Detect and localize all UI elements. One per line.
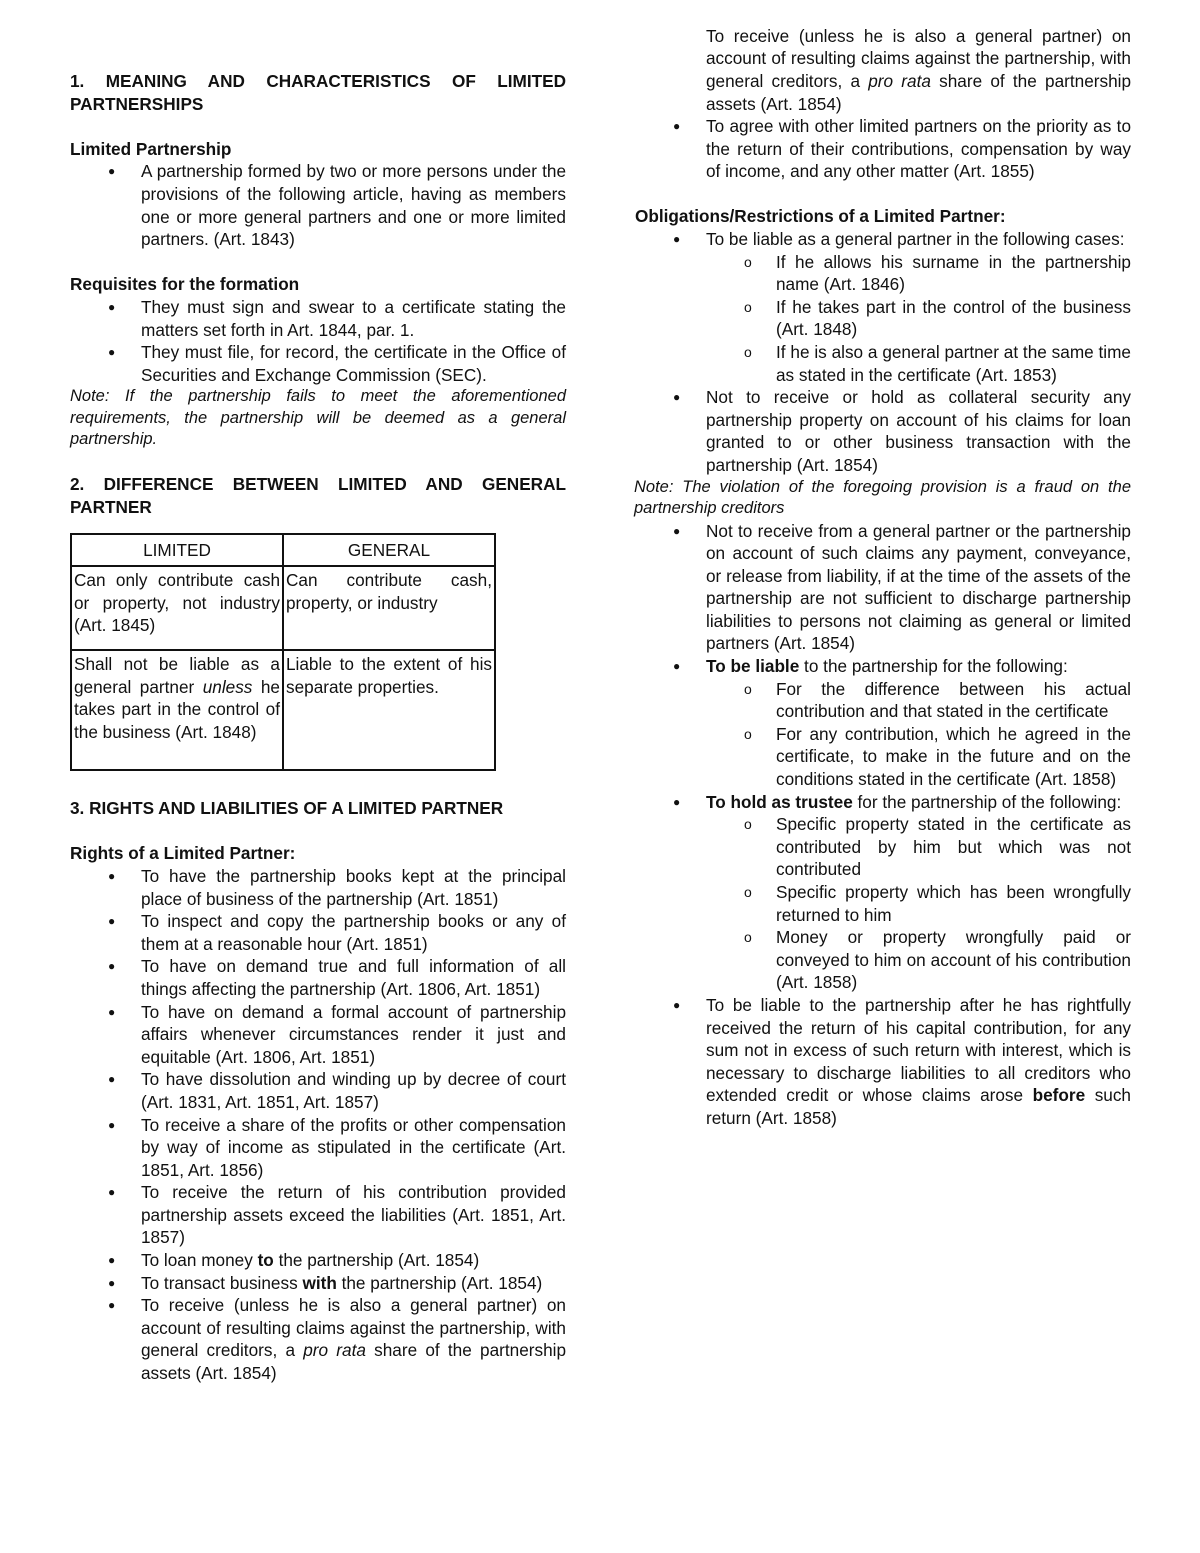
sub-list [706,251,1131,387]
cell-limited-contribution: Can only contribute cash or property, not industry (Art. 1845) [71,566,283,650]
text-part: To be liable to the partnership after he has rightfully received the return of his capital contribution, for any sum not in excess of such return with interest, which is necessary to discharge liabilities to all creditors who extended credit or whose claims arose [706,994,1131,1106]
text-part: the partnership (Art. 1854) [336,1272,543,1293]
sub-list [706,813,1131,994]
requisite-item: ● They must file, for record, the certificate in the Office of Securities and Exchange Commission (SEC). [70,341,566,386]
obligation-item [635,994,1131,1130]
right-item [70,1249,566,1272]
obligation-item [635,655,1131,791]
section-1-heading: 1. MEANING AND CHARACTERISTICS OF LIMITED PARTNERSHIPS [70,71,566,114]
cell-limited-liability [71,650,283,770]
requisites-note: Note: If the partnership fails to meet the aforementioned requirements, the partnership will be deemed as a general partnership. [70,387,566,449]
right-item [70,1294,567,1384]
bold-text: to [257,1250,274,1271]
text-part: To receive (unless he is also a general partner) on account of resulting claims against the partnership, with general creditors, a [706,25,1131,91]
right-item: ● To have dissolution and winding up by decree of court (Art. 1831, Art. 1851, Art. 1857) [70,1068,566,1113]
sub-list [706,678,1131,791]
sub-item: o If he allows his surname in the partnership name (Art. 1846) [706,251,1131,296]
text-part: To be liable as a general partner in the following cases: [706,228,1125,249]
sub-item: o For the difference between his actual contribution and that stated in the certificate [706,678,1131,723]
text-part: such return (Art. 1858) [706,1085,1131,1128]
obligation-item [635,791,1131,994]
right-item [70,1272,566,1295]
right-item: ● To inspect and copy the partnership books or any of them at a reasonable hour (Art. 1851) [70,910,566,955]
cell-general-liability: Liable to the extent of his separate properties. [283,650,495,770]
sub-item: o If he is also a general partner at the same time as stated in the certificate (Art. 1853) [706,341,1131,386]
right-column [634,25,1132,1130]
section-2-heading: 2. DIFFERENCE BETWEEN LIMITED AND GENERAL PARTNER [70,474,566,517]
rights-list [70,865,567,1384]
sub-item: o Specific property stated in the certificate as contributed by him but which was not contributed [706,813,1131,881]
text-part: To receive (unless he is also a general partner) on account of resulting claims against the partnership, with general creditors, a [141,1295,566,1361]
right-item-continued [706,25,1131,115]
obligations-list [635,228,1131,477]
obligations-list-2 [635,520,1131,1130]
bold-text: before [1032,1085,1086,1106]
definition-list [70,160,566,250]
right-item: ● To receive a share of the profits or other compensation by way of income as stipulated in the certificate (Art. 1851, Art. 1856) [70,1114,566,1182]
rights-title: Rights of a Limited Partner: [70,843,296,864]
requisites-title: Requisites for the formation [70,274,300,295]
sub-item: o For any contribution, which he agreed in the certificate, to make in the future and on the conditions stated in the certificate (Art. 1858) [706,723,1131,791]
sub-item: o Specific property which has been wrongfully returned to him [706,881,1131,926]
limited-partnership-title: Limited Partnership [70,138,232,159]
comparison-table [70,533,496,772]
text-part: To transact business [141,1272,303,1293]
text-part: he takes part in the control of the business (Art. 1848) [74,676,280,742]
table-row [71,566,495,650]
text-part: for the partnership of the following: [852,791,1122,812]
right-item: ● To receive the return of his contribution provided partnership assets exceed the liabilities (Art. 1851, Art. 1857) [70,1181,566,1249]
rights-continued [635,25,1132,115]
section-3-heading: 3. RIGHTS AND LIABILITIES OF A LIMITED PARTNER [70,798,504,819]
table-row [71,650,495,770]
text-part: share of the partnership assets (Art. 1854) [706,71,1132,114]
text-part: Shall not be liable as a general partner [74,654,280,697]
text-part: share of the partnership assets (Art. 1854) [141,1340,567,1384]
requisites-list [70,296,566,386]
sub-item: o If he takes part in the control of the business (Art. 1848) [706,296,1131,341]
bold-text: To be liable [706,656,800,677]
left-column [70,70,567,1384]
bold-text: To hold as trustee [706,791,853,812]
text-part: the partnership (Art. 1854) [273,1250,480,1271]
emphasis: pro rata [868,71,931,91]
definition-item: ● A partnership formed by two or more persons under the provisions of the following article, having as members one or more general partners and one or more limited partners. (Art. 1843) [70,160,566,250]
sub-item: o Money or property wrongfully paid or conveyed to him on account of his contribution (Art. 1858) [706,926,1131,994]
header-limited: LIMITED [71,534,283,567]
cell-general-contribution: Can contribute cash, property, or industry [283,566,495,650]
emphasis: pro rata [303,1340,366,1361]
emphasis: unless [202,676,253,697]
right-item: ● To have the partnership books kept at the principal place of business of the partnership (Art. 1851) [70,865,566,910]
obligations-title: Obligations/Restrictions of a Limited Partner: [635,206,1006,227]
table-header-row [71,534,495,567]
rights-list-continued [635,115,1131,183]
bold-text: with [302,1272,337,1293]
right-item: ● To agree with other limited partners on the priority as to the return of their contributions, compensation by way of income, and any other matter (Art. 1855) [635,115,1131,183]
text-part: to the partnership for the following: [799,656,1068,677]
requisite-item: ● They must sign and swear to a certificate stating the matters set forth in Art. 1844, par. 1. [70,296,566,341]
right-item: ● To have on demand a formal account of partnership affairs whenever circumstances render it just and equitable (Art. 1806, Art. 1851) [70,1001,566,1069]
header-general: GENERAL [283,534,495,567]
right-item: ● To have on demand true and full information of all things affecting the partnership (Art. 1806, Art. 1851) [70,955,566,1000]
obligation-item: ● Not to receive or hold as collateral security any partnership property on account of his claims for loan granted to or other business transaction with the partnership (Art. 1854) [635,386,1131,476]
fraud-note: Note: The violation of the foregoing provision is a fraud on the partnership creditors [634,477,1131,517]
obligation-item [635,228,1131,386]
text-part: To loan money [141,1250,258,1271]
obligation-item: ● Not to receive from a general partner or the partnership on account of such claims any payment, conveyance, or release from liability, if at the time of the assets of the partnership are not sufficient to discharge partnership liabilities to persons not claiming as general or limited partners (Art. 1854) [635,520,1131,656]
